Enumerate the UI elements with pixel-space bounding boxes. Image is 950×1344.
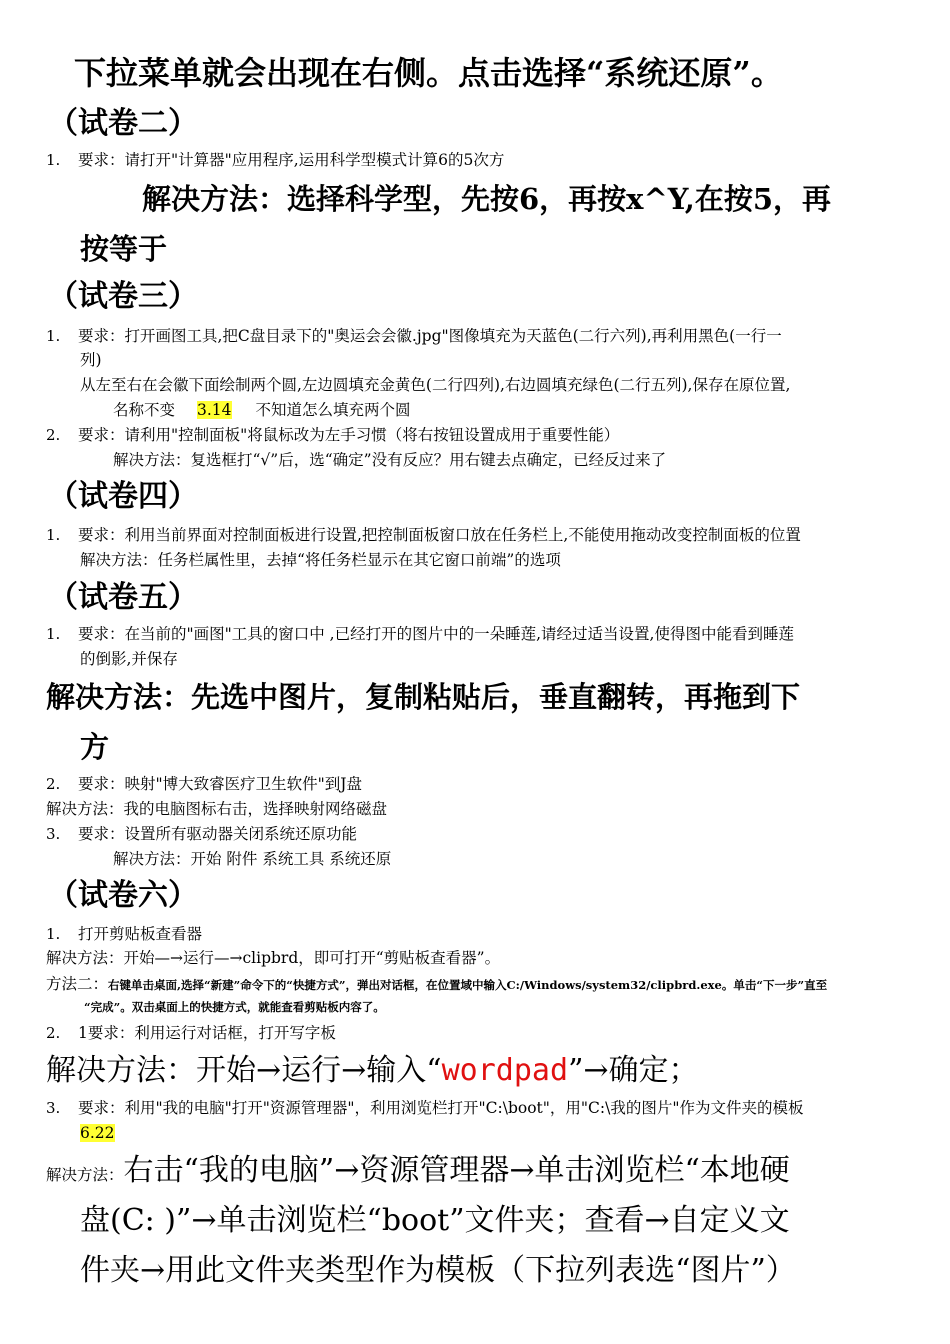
question-text: 打开剪贴板查看器 [78, 925, 203, 943]
paper5-q2-solution: 解决方法：我的电脑图标右击，选择映射网络磁盘 [46, 800, 388, 818]
question-text: 名称不变 [113, 401, 176, 419]
paper5-q3 [46, 822, 357, 846]
note-text: 不知道怎么填充两个圆 [255, 401, 411, 419]
paper6-q2 [46, 1021, 336, 1045]
list-number: 1. [46, 625, 61, 643]
list-number: 1. [46, 151, 61, 169]
command-text: wordpad [441, 1053, 569, 1088]
list-number: 2. [46, 1024, 61, 1042]
paper6-q3-solution-line1 [46, 1146, 790, 1196]
paper2-solution-line1: 解决方法：选择科学型，先按6，再按x^Y,在按5，再 [142, 182, 832, 216]
solution-text: 右击“我的电脑”→资源管理器→单击浏览栏“本地硬 [123, 1153, 790, 1188]
list-number: 3. [46, 825, 61, 843]
paper6-q1 [46, 922, 202, 946]
list-number: 1. [46, 526, 61, 544]
paper3-q1-line2: 列) [80, 351, 102, 369]
paper4-q1-solution: 解决方法：任务栏属性里，去掉“将任务栏显示在其它窗口前端”的选项 [80, 551, 561, 569]
list-number: 1. [46, 925, 61, 943]
paper6-heading: （试卷六） [48, 878, 198, 913]
paper6-q3 [46, 1096, 803, 1120]
paper6-q2-solution [46, 1046, 699, 1096]
paper3-heading: （试卷三） [48, 279, 198, 314]
paper2-solution-line2: 按等于 [80, 232, 168, 266]
paper3-q1-line1 [46, 324, 782, 348]
question-text: 要求：打开画图工具,把C盘目录下的"奥运会会徽.jpg"图像填充为天蓝色(二行六列),再利用黑色(一行一 [78, 327, 782, 345]
paper3-q1-line4 [113, 398, 411, 422]
paper6-q1-alt-line1 [46, 972, 827, 996]
question-text: 要求：设置所有驱动器关闭系统还原功能 [78, 825, 358, 843]
paper6-q3-solution-line2: 盘(C: )”→单击浏览栏“boot”文件夹；查看→自定义文 [80, 1203, 790, 1238]
paper5-q1-line2: 的倒影,并保存 [80, 650, 178, 668]
question-text: 1要求：利用运行对话框，打开写字板 [78, 1024, 336, 1042]
question-text: 要求：在当前的"画图"工具的窗口中 ,已经打开的图片中的一朵睡莲,请经过适当设置,使得图中能看到睡莲 [78, 625, 794, 643]
paper3-q2 [46, 423, 619, 447]
method-text: 右键单击桌面,选择“新建”命令下的“快捷方式”，弹出对话框，在位置域中输入C:/Windows/system32/clipbrd.exe。单击“下一步”直至 [108, 978, 828, 992]
paper5-q1-solution-line2: 方 [80, 730, 110, 764]
paper3-q2-solution: 解决方法：复选框打“√”后，选“确定”没有反应？用右键去点确定，已经反过来了 [113, 451, 667, 469]
highlight-note: 6.22 [80, 1124, 115, 1142]
paper6-q3-solution-line3: 件夹→用此文件夹类型作为模板（下拉列表选“图片”） [80, 1253, 796, 1288]
list-number: 3. [46, 1099, 61, 1117]
paper5-q3-solution: 解决方法：开始 附件 系统工具 系统还原 [113, 850, 392, 868]
paper5-q1-solution-line1: 解决方法：先选中图片，复制粘贴后，垂直翻转，再拖到下 [46, 680, 801, 714]
solution-text: ”→确定； [568, 1053, 699, 1088]
method-label: 方法二： [46, 975, 109, 993]
list-number: 1. [46, 327, 61, 345]
question-text: 要求：利用"我的电脑"打开"资源管理器"，利用浏览栏打开"C:\boot"，用"C:\我的图片"作为文件夹的模板 [78, 1099, 804, 1117]
paper3-q1-line3: 从左至右在会徽下面绘制两个圆,左边圆填充金黄色(二行四列),右边圆填充绿色(二行五列),保存在原位置, [80, 376, 791, 394]
list-number: 2. [46, 426, 61, 444]
question-text: 要求：映射"博大致睿医疗卫生软件"到J盘 [78, 775, 362, 793]
list-number: 2. [46, 775, 61, 793]
highlight-note: 3.14 [197, 401, 232, 419]
solution-text: 解决方法：开始→运行→输入“ [46, 1053, 442, 1088]
paper4-heading: （试卷四） [48, 479, 198, 514]
question-text: 要求：请打开"计算器"应用程序,运用科学型模式计算6的5次方 [78, 151, 505, 169]
intro-text: 下拉菜单就会出现在右侧。点击选择“系统还原”。 [74, 54, 783, 92]
paper2-heading: （试卷二） [48, 106, 198, 141]
paper6-q3-note [80, 1121, 115, 1145]
paper5-q2 [46, 772, 362, 796]
paper5-heading: （试卷五） [48, 580, 198, 615]
question-text: 要求：请利用"控制面板"将鼠标改为左手习惯（将右按钮设置成用于重要性能） [78, 426, 620, 444]
paper6-q1-solution: 解决方法：开始—→运行—→clipbrd，即可打开“剪贴板查看器”。 [46, 949, 501, 967]
paper2-q1 [46, 148, 504, 172]
paper5-q1-line1 [46, 622, 794, 646]
paper6-q1-alt-line2: “完成”。双击桌面上的快捷方式，就能查看剪贴板内容了。 [84, 1000, 385, 1014]
question-text: 要求：利用当前界面对控制面板进行设置,把控制面板窗口放在任务栏上,不能使用拖动改变控制面板的位置 [78, 526, 801, 544]
solution-label: 解决方法： [46, 1166, 124, 1184]
paper4-q1 [46, 523, 801, 547]
